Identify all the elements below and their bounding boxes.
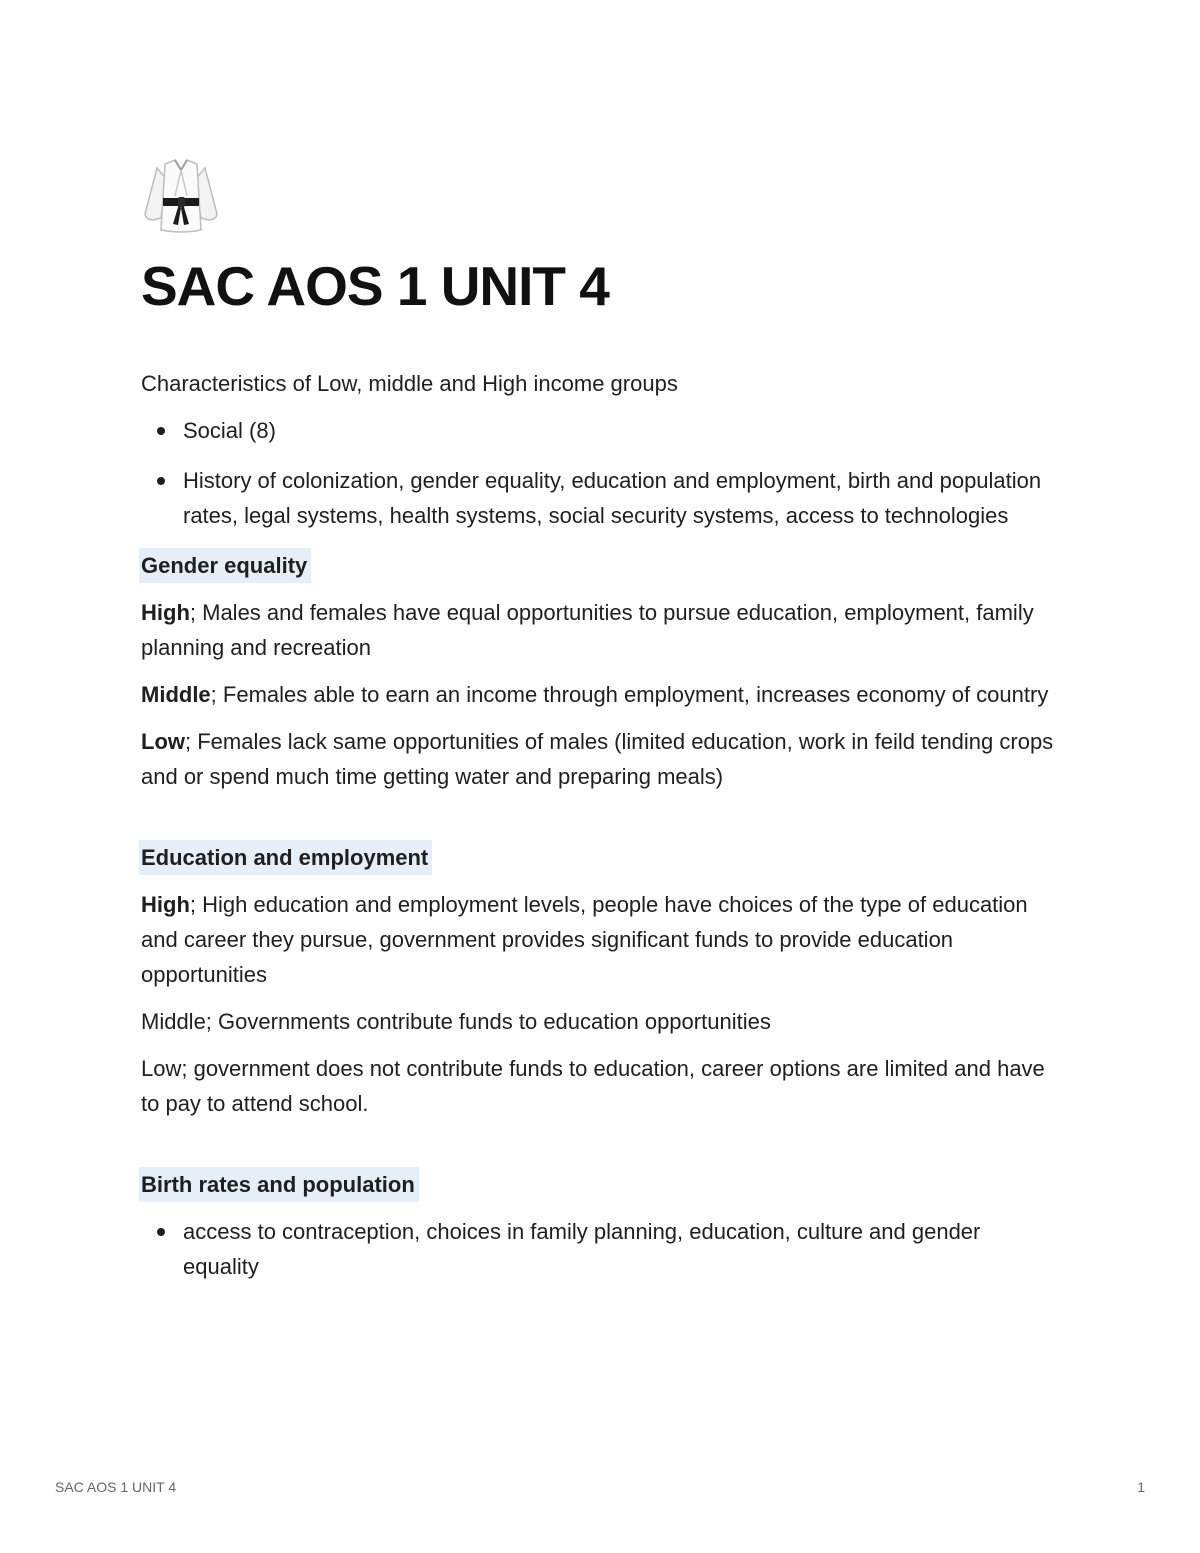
section-heading-gender-equality: Gender equality bbox=[139, 548, 311, 583]
education-section bbox=[141, 840, 1061, 875]
document-body bbox=[141, 366, 1061, 1299]
page-title: SAC AOS 1 UNIT 4 bbox=[141, 255, 609, 317]
education-high-label: High bbox=[141, 892, 190, 917]
spacer bbox=[141, 806, 1061, 840]
intro-bullet-list bbox=[141, 413, 1061, 533]
education-high-text: ; High education and employment levels, people have choices of the type of education and career they pursue, government provides significant funds to provide education opportunities bbox=[141, 892, 1028, 987]
gender-middle-label: Middle bbox=[141, 682, 211, 707]
footer-page-number: 1 bbox=[1137, 1479, 1145, 1495]
list-item: access to contraception, choices in family planning, education, culture and gender equality bbox=[183, 1214, 1061, 1284]
gender-low-label: Low bbox=[141, 729, 185, 754]
gender-low-text: ; Females lack same opportunities of males (limited education, work in feild tending crops and or spend much time getting water and preparing meals) bbox=[141, 729, 1054, 789]
education-low-paragraph: Low; government does not contribute funds to education, career options are limited and have to pay to attend school. bbox=[141, 1056, 1045, 1116]
gender-low-paragraph bbox=[141, 724, 1061, 794]
gender-middle-text: ; Females able to earn an income through employment, increases economy of country bbox=[210, 682, 1049, 707]
list-item: Social (8) bbox=[183, 413, 1061, 448]
martial-arts-uniform-icon bbox=[141, 150, 221, 236]
gender-equality-section bbox=[141, 548, 1061, 583]
education-high-paragraph bbox=[141, 887, 1061, 992]
spacer bbox=[141, 1133, 1061, 1167]
birth-rates-section bbox=[141, 1167, 1061, 1202]
education-middle-paragraph: Middle; Governments contribute funds to education opportunities bbox=[141, 1009, 771, 1034]
gender-high-paragraph bbox=[141, 595, 1061, 665]
birth-rates-bullet-list bbox=[141, 1214, 1061, 1284]
gender-middle-paragraph bbox=[141, 677, 1061, 712]
footer-document-title: SAC AOS 1 UNIT 4 bbox=[55, 1479, 177, 1495]
gender-high-text: ; Males and females have equal opportunities to pursue education, employment, family planning and recreation bbox=[141, 600, 1034, 660]
intro-text: Characteristics of Low, middle and High income groups bbox=[141, 371, 678, 396]
section-heading-education-employment: Education and employment bbox=[139, 840, 432, 875]
list-item: History of colonization, gender equality, education and employment, birth and population rates, legal systems, health systems, social security systems, access to technologies bbox=[183, 463, 1061, 533]
gender-high-label: High bbox=[141, 600, 190, 625]
section-heading-birth-rates: Birth rates and population bbox=[139, 1167, 419, 1202]
